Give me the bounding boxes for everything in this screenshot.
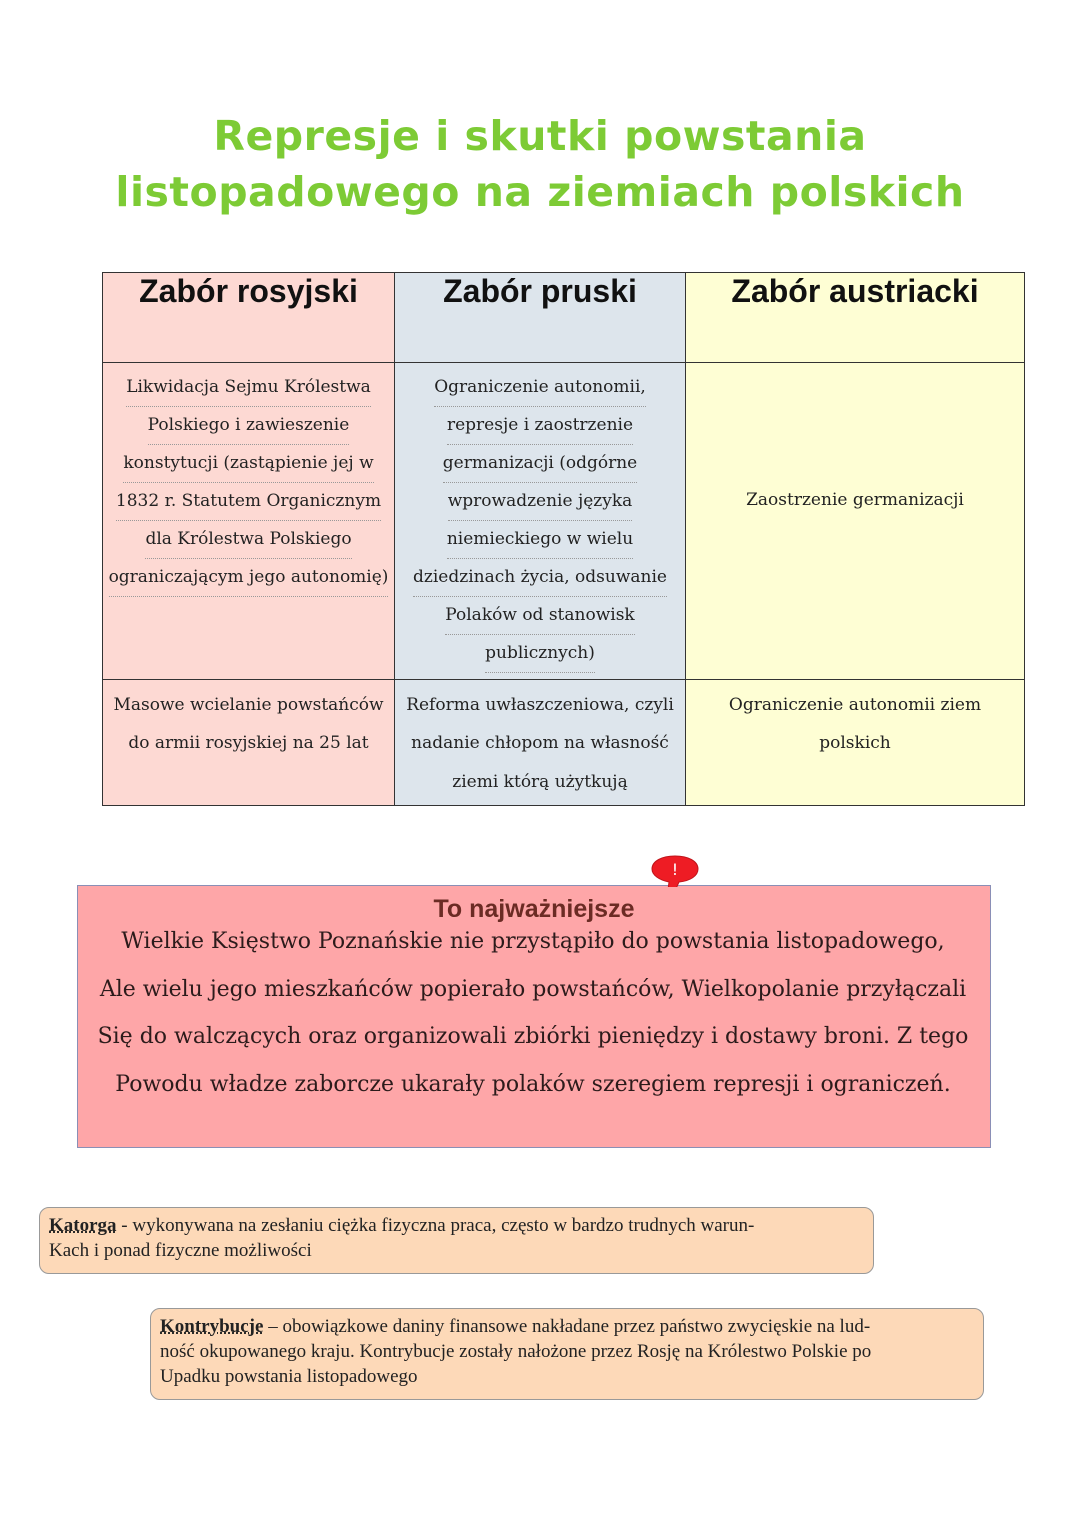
cell-line: Polskiego i zawieszenie (148, 407, 350, 445)
cell-line: represje i zaostrzenie (447, 407, 633, 445)
important-line: Powodu władze zaborcze ukarały polaków szeregiem represji i ograniczeń. (115, 1071, 951, 1097)
page-title-line-2: listopadowego na ziemiach polskich (115, 168, 965, 216)
definition-line: Upadku powstania listopadowego (160, 1366, 418, 1387)
important-box (77, 885, 991, 1148)
important-line: Wielkie Księstwo Poznańskie nie przystąpiło do powstania listopadowego, (121, 929, 945, 954)
table-row (103, 363, 1025, 680)
cell-line: wprowadzenie języka (448, 483, 633, 521)
important-text (88, 918, 978, 1108)
definition-term: Kontrybucje (160, 1316, 264, 1337)
table-row (103, 680, 1025, 806)
exclamation-bubble-icon (651, 855, 699, 887)
page-title-line-1: Represje i skutki powstania (213, 112, 867, 160)
definition-katorga (39, 1207, 874, 1274)
cell-line: dziedzinach życia, odsuwanie (413, 559, 667, 597)
cell-line: germanizacji (odgórne (443, 445, 637, 483)
cell-austriacki-skutki (686, 680, 1025, 806)
definition-line (160, 1314, 975, 1339)
cell-line: 1832 r. Statutem Organicznym (116, 483, 381, 521)
cell-line: nadanie chłopom na własność (411, 733, 669, 754)
definition-text: – obowiązkowe daniny finansowe nakładane przez państwo zwycięskie na lud- (263, 1316, 871, 1337)
cell-pruski-represje (395, 363, 686, 680)
cell-pruski-skutki (395, 680, 686, 806)
definition-term: Katorga (49, 1215, 117, 1236)
table-header-row (103, 273, 1025, 363)
header-zabor-pruski: Zabór pruski (395, 273, 686, 363)
important-heading: To najważniejsze (433, 895, 635, 923)
cell-line: Polaków od stanowisk (445, 597, 634, 635)
cell-austriacki-represje (686, 363, 1025, 680)
cell-line: dla Królestwa Polskiego (145, 521, 351, 559)
definition-text: - wykonywana na zesłaniu ciężka fizyczna praca, często w bardzo trudnych warun- (116, 1215, 755, 1236)
cell-line: ziemi którą użytkują (452, 771, 628, 792)
definition-kontrybucje (150, 1308, 984, 1400)
partitions-table (102, 272, 1025, 806)
cell-line: Zaostrzenie germanizacji (746, 490, 964, 510)
cell-line: polskich (819, 733, 891, 754)
important-line: Się do walczących oraz organizowali zbiórki pieniędzy i dostawy broni. Z tego (97, 1024, 969, 1049)
important-line: Ale wielu jego mieszkańców popierało powstańców, Wielkopolanie przyłączali (99, 976, 967, 1002)
header-zabor-austriacki: Zabór austriacki (686, 273, 1025, 363)
bubble-mark: ! (671, 860, 679, 879)
cell-line: Ograniczenie autonomii, (434, 369, 646, 407)
cell-rosyjski-represje (103, 363, 395, 680)
cell-line: publicznych) (485, 635, 595, 673)
cell-line: konstytucji (zastąpienie jej w (123, 445, 373, 483)
cell-line: Reforma uwłaszczeniowa, czyli (406, 695, 674, 715)
cell-line: Likwidacja Sejmu Królestwa (126, 369, 371, 407)
cell-line: ograniczającym jego autonomię) (109, 559, 389, 597)
page-title (0, 108, 1080, 220)
definition-line: Kach i ponad fizyczne możliwości (49, 1240, 312, 1261)
definition-line (49, 1213, 865, 1238)
cell-line: niemieckiego w wielu (447, 521, 633, 559)
cell-line: Ograniczenie autonomii ziem (728, 695, 982, 715)
cell-line: Masowe wcielanie powstańców (113, 695, 384, 715)
cell-rosyjski-skutki (103, 680, 395, 806)
cell-line: do armii rosyjskiej na 25 lat (128, 733, 369, 754)
header-zabor-rosyjski: Zabór rosyjski (103, 273, 395, 363)
definition-line: ność okupowanego kraju. Kontrybucje zostały nałożone przez Rosję na Królestwo Polskie po (160, 1341, 872, 1362)
